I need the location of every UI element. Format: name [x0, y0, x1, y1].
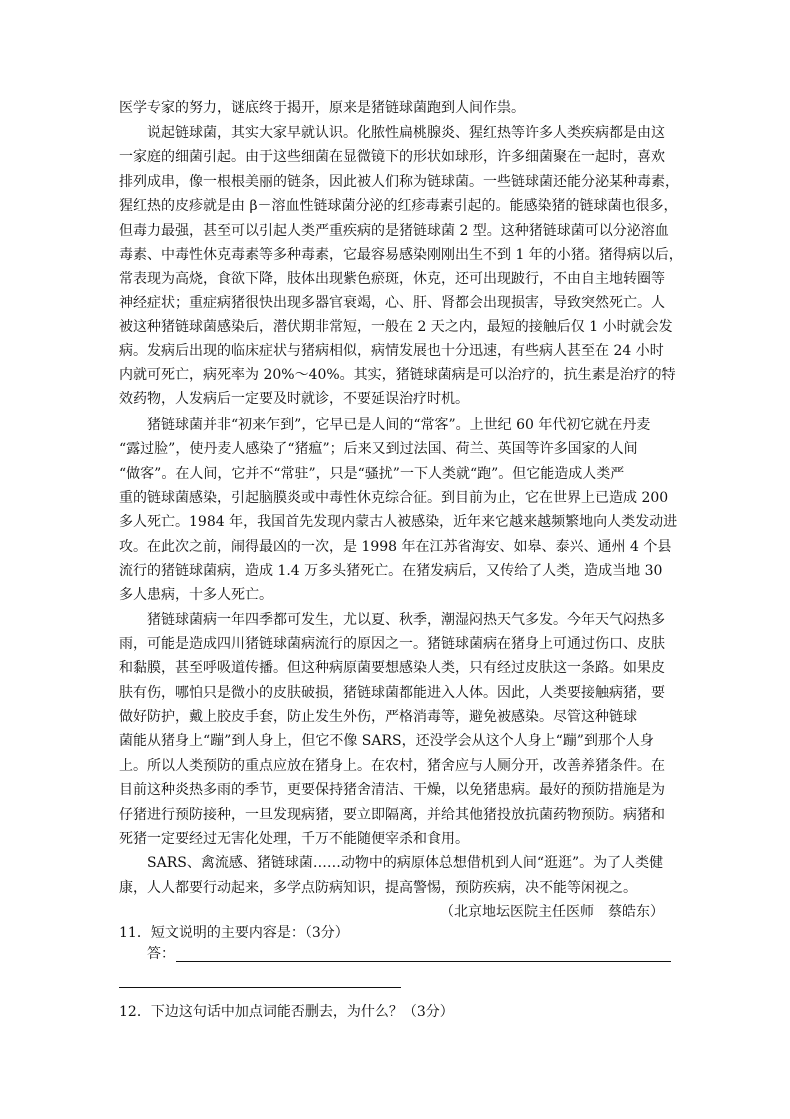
article-line: 医学专家的努力，谜底终于揭开，原来是猪链球菌跑到人间作祟。: [119, 100, 525, 116]
article-line: 菌能从猪身上“蹦”到人身上，但它不像 SARS，还没学会从这个人身上“蹦”到那个人身: [119, 733, 654, 749]
article-line: 肤有伤，哪怕只是微小的皮肤破损，猪链球菌都能进入人体。因此，人类要接触病猪，要: [119, 685, 665, 701]
article-line: 和黏膜，甚至呼吸道传播。但这种病原菌要想感染人类，只有经过皮肤这一条路。如果皮: [119, 660, 665, 676]
article-line: 雨，可能是造成四川猪链球菌病流行的原因之一。猪链球菌病在猪身上可通过伤口、皮肤: [119, 636, 665, 652]
article-line: 被这种猪链球菌感染后，潜伏期非常短，一般在 2 天之内，最短的接触后仅 1 小时就会发: [119, 319, 673, 335]
article-line: 流行的猪链球菌病，造成 1.4 万多头猪死亡。在猪发病后，又传给了人类，造成当地 30: [119, 563, 663, 579]
answer-label: 答：: [147, 946, 175, 962]
author-signature: （北京地坛医院主任医师 蔡皓东）: [440, 904, 664, 920]
article-line: 重的链球菌感染，引起脑膜炎或中毒性休克综合征。到目前为止，它在世界上已造成 200: [119, 490, 669, 506]
question-11: 11．短文说明的主要内容是：（3分）: [119, 925, 349, 941]
article-line: 死猪一定要经过无害化处理，千万不能随便宰杀和食用。: [119, 831, 469, 847]
article-line: 说起链球菌，其实大家早就认识。化脓性扁桃腺炎、猩红热等许多人类疾病都是由这: [147, 125, 665, 141]
article-line: 攻。在此次之前，闹得最凶的一次，是 1998 年在江苏省海安、如皋、泰兴、通州 4 个县: [119, 539, 672, 555]
article-line: SARS、禽流感、猪链球菌……动物中的病原体总想借机到人间“逛逛”。为了人类健: [147, 855, 664, 871]
article-line: 猩红热的皮疹就是由 β－溶血性链球菌分泌的红疹毒素引起的。能感染猪的链球菌也很多，: [119, 198, 678, 214]
article-line: 做好防护，戴上胶皮手套，防止发生外伤，严格消毒等，避免被感染。尽管这种链球: [119, 709, 637, 725]
divider-rule: [119, 987, 401, 988]
article-line: 猪链球菌病一年四季都可发生，尤以夏、秋季，潮湿闷热天气多发。今年天气闷热多: [147, 612, 665, 628]
article-line: 上。所以人类预防的重点应放在猪身上。在农村，猪舍应与人厕分开，改善养猪条件。在: [119, 758, 665, 774]
article-line: 多人患病，十多人死亡。: [119, 587, 273, 603]
article-line: 仔猪进行预防接种，一旦发现病猪，要立即隔离，并给其他猪投放抗菌药物预防。病猪和: [119, 807, 665, 823]
article-line: 康，人人都要行动起来，多学点防病知识，提高警惕，预防疾病，决不能等闲视之。: [119, 880, 637, 896]
article-line: 多人死亡。1984 年，我国首先发现内蒙古人被感染，近年来它越来越频繁地向人类发动进: [119, 514, 678, 530]
article-line: “做客”。在人间，它并不“常驻”，只是“骚扰”一下人类就“跑”。但它能造成人类严: [119, 466, 625, 482]
article-line: 一家庭的细菌引起。由于这些细菌在显微镜下的形状如球形，许多细菌聚在一起时，喜欢: [119, 149, 665, 165]
answer-blank-line[interactable]: [176, 961, 671, 962]
article-line: “露过脸”，使丹麦人感染了“猪瘟”；后来又到过法国、荷兰、英国等许多国家的人间: [119, 441, 638, 457]
article-line: 毒素、中毒性休克毒素等多种毒素，它最容易感染刚刚出生不到 1 年的小猪。猪得病以后，: [119, 247, 683, 263]
article-line: 神经症状；重症病猪很快出现多器官衰竭，心、肝、肾都会出现损害，导致突然死亡。人: [119, 295, 665, 311]
article-line: 猪链球菌并非“初来乍到”，它早已是人间的“常客”。上世纪 60 年代初它就在丹麦: [147, 417, 651, 433]
article-line: 目前这种炎热多雨的季节，更要保持猪舍清洁、干燥，以免猪患病。最好的预防措施是为: [119, 782, 665, 798]
article-line: 但毒力最强，甚至可以引起人类严重疾病的是猪链球菌 2 型。这种猪链球菌可以分泌溶血: [119, 223, 669, 239]
article-line: 排列成串，像一根根美丽的链条，因此被人们称为链球菌。一些链球菌还能分泌某种毒素，: [119, 174, 679, 190]
article-line: 病。发病后出现的临床症状与猪病相似，病情发展也十分迅速，有些病人甚至在 24 小时: [119, 343, 664, 359]
article-line: 效药物，人发病后一定要及时就诊，不要延误治疗时机。: [119, 391, 469, 407]
question-12: 12．下边这句话中加点词能否删去，为什么？（3分）: [119, 1004, 454, 1020]
article-line: 常表现为高烧，食欲下降，肢体出现紫色瘀斑，休克，还可出现跛行，不由自主地转圈等: [119, 271, 665, 287]
article-line: 内就可死亡，病死率为 20%～40%。其实，猪链球菌病是可以治疗的，抗生素是治疗的特: [119, 367, 676, 383]
